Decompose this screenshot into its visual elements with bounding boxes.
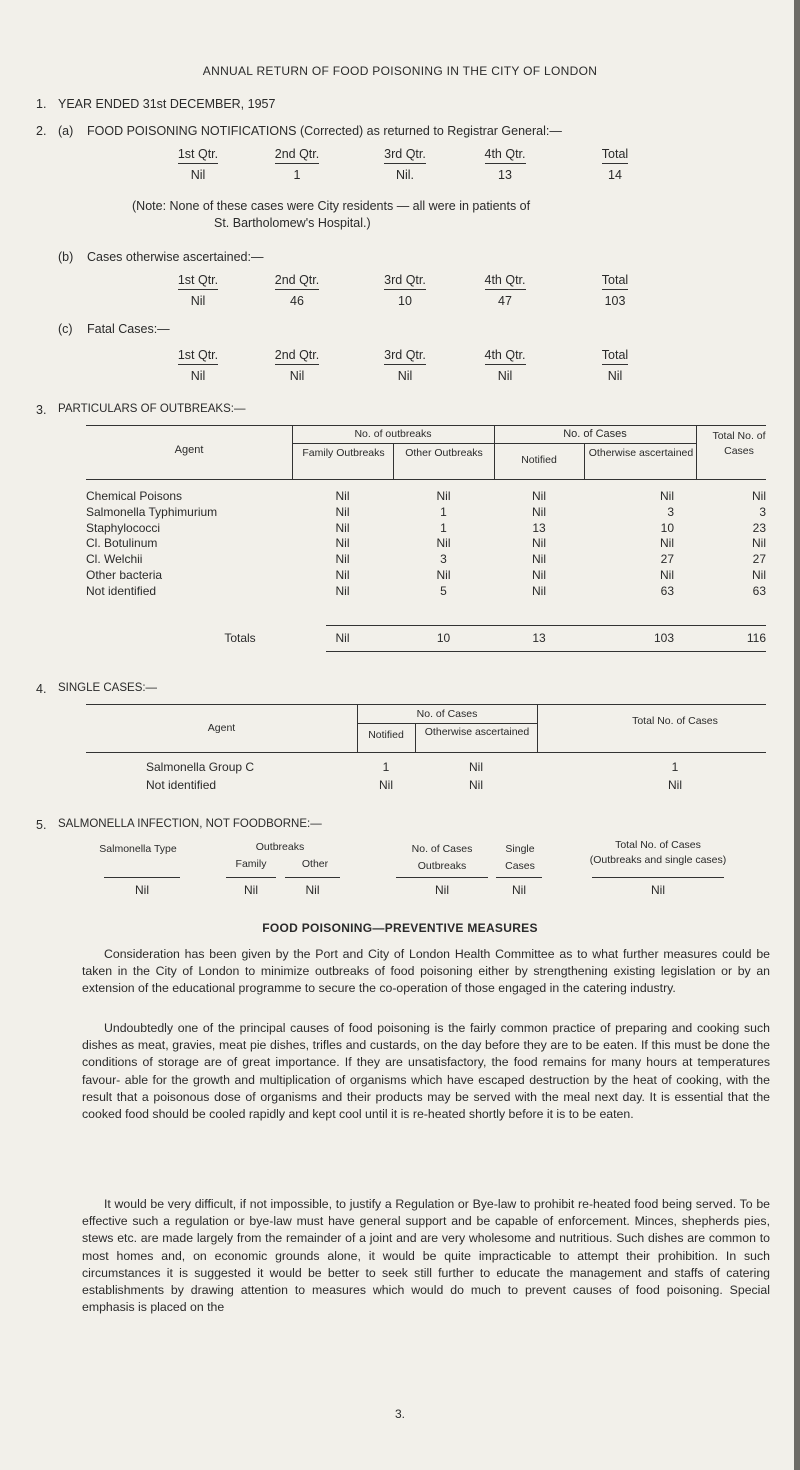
qb-header-2: 2nd Qtr. — [275, 273, 319, 290]
note-line-2: St. Bartholomew's Hospital.) — [214, 216, 371, 230]
t4-header-otherwise: Otherwise ascertained — [424, 726, 530, 738]
t3-cell-family: Nil — [335, 568, 350, 582]
t3-cell-otherwise: Nil — [660, 536, 674, 551]
page-title: ANNUAL RETURN OF FOOD POISONING IN THE CITY OF LONDON — [202, 64, 598, 78]
page-number: 3. — [394, 1407, 405, 1421]
t3-cell-total: 23 — [752, 520, 766, 535]
t5-header-total: Total No. of Cases (Outbreaks and single cases) — [589, 839, 727, 866]
qa-header-1: 1st Qtr. — [178, 147, 218, 164]
section-2b-label: (b) — [58, 250, 74, 264]
qa-header-3: 3rd Qtr. — [384, 147, 426, 164]
t3-cell-total: Nil — [752, 536, 766, 551]
t3-total-notified: 13 — [532, 631, 546, 645]
t5-value-family: Nil — [244, 883, 258, 897]
qc-value-3: Nil — [397, 369, 413, 383]
section-3-number: 3. — [36, 403, 47, 417]
t5-value-cases-outbreaks: Nil — [435, 883, 449, 897]
qb-header-4: 4th Qtr. — [485, 273, 526, 290]
qa-value-1: Nil — [190, 168, 206, 182]
qc-header-4: 4th Qtr. — [485, 348, 526, 365]
qc-header-1: 1st Qtr. — [178, 348, 218, 365]
qb-value-1: Nil — [190, 294, 206, 308]
t3-cell-agent: Salmonella Typhimurium — [86, 504, 218, 519]
paragraph-3 — [82, 1196, 770, 1316]
qc-header-2: 2nd Qtr. — [275, 348, 319, 365]
t4-header-notified: Notified — [368, 729, 404, 741]
t3-cell-other: 1 — [440, 520, 447, 535]
section-4-number: 4. — [36, 682, 47, 696]
qc-value-total: Nil — [607, 369, 623, 383]
qb-header-3: 3rd Qtr. — [384, 273, 426, 290]
t3-totals-label: Totals — [224, 631, 256, 645]
t4-header-cases: No. of Cases — [416, 708, 478, 720]
qb-value-total: 103 — [604, 294, 626, 308]
qc-header-total: Total — [602, 348, 628, 365]
t3-cell-total: 3 — [759, 504, 766, 519]
t3-cell-family: Nil — [335, 489, 350, 503]
t4-cell-total: Nil — [668, 778, 682, 792]
t4-cell-total: 1 — [671, 760, 679, 774]
t3-cell-notified: Nil — [532, 504, 546, 519]
t3-cell-other: 5 — [440, 583, 447, 598]
t3-header-other: Other Outbreaks — [405, 447, 483, 459]
paragraph-2 — [82, 1020, 770, 1123]
section-3-title: PARTICULARS OF OUTBREAKS:— — [58, 403, 246, 415]
t3-header-otherwise: Otherwise ascertained — [588, 447, 694, 459]
paragraph-1-text: Consideration has been given by the Port and City of London Health Committee as to what further measures could be taken in the City of London to minimize outbreaks of food poisoning either by strengthening existing legislation or by an extension of the educational programme to secure the co-operation of those engaged in the catering industry. — [82, 947, 770, 996]
t3-header-family: Family Outbreaks — [302, 447, 385, 459]
t3-cell-other: Nil — [436, 568, 451, 582]
t5-value-type: Nil — [135, 883, 149, 897]
t3-cell-notified: Nil — [532, 489, 546, 503]
qb-value-2: 46 — [290, 294, 304, 308]
qa-value-3: Nil. — [395, 168, 415, 182]
t3-cell-family: Nil — [335, 583, 350, 598]
t3-cell-otherwise: Nil — [660, 568, 674, 582]
t3-cell-total: 63 — [752, 583, 766, 598]
t3-cell-agent: Chemical Poisons — [86, 489, 183, 503]
t3-cell-notified: Nil — [532, 568, 546, 582]
note-line-1: (Note: None of these cases were City residents — all were in patients of — [132, 199, 531, 213]
section-1-number: 1. — [36, 97, 47, 111]
t4-cell-agent: Not identified — [146, 778, 217, 792]
paragraph-1 — [82, 946, 770, 998]
t3-cell-other: 1 — [440, 504, 447, 519]
t4-header-agent: Agent — [207, 722, 236, 734]
section-5-number: 5. — [36, 818, 47, 832]
qa-header-2: 2nd Qtr. — [275, 147, 319, 164]
t5-value-other: Nil — [305, 883, 320, 897]
qa-value-4: 13 — [498, 168, 512, 182]
t3-header-cases: No. of Cases — [563, 428, 627, 440]
t3-cell-notified: Nil — [532, 583, 546, 598]
t5-header-single: Single Cases — [505, 843, 535, 872]
t3-cell-notified: Nil — [532, 552, 546, 567]
t5-value-single: Nil — [512, 883, 526, 897]
qc-header-3: 3rd Qtr. — [384, 348, 426, 365]
t3-total-otherwise: 103 — [653, 631, 674, 645]
t3-header-notified: Notified — [521, 454, 557, 466]
t3-cell-agent: Cl. Botulinum — [86, 536, 158, 551]
t3-cell-agent: Staphylococci — [86, 520, 161, 535]
qb-header-1: 1st Qtr. — [178, 273, 218, 290]
t3-cell-total: Nil — [752, 568, 766, 582]
t3-cell-agent: Other bacteria — [86, 568, 163, 582]
preventive-measures-heading: FOOD POISONING—PREVENTIVE MEASURES — [262, 921, 538, 935]
paragraph-3-text: It would be very difficult, if not impossible, to justify a Regulation or Bye-law to prohibit re-heated food being served. To be effective such a regulation or bye-law must have general support and be capable of enforcement. Minces, shepherds pies, stews etc. are made largely from the remainder of a joint and are very wholesome and nutritious. Such dishes are common to most homes and, on economic grounds alone, it would be quite impracticable to attempt their prohibition. In such circumstances it is suggested it would be better to seek still further to educate the management and staffs of catering establishments by drawing attention to measures which would do much to prevent causes of food poisoning. Special emphasis is placed on the — [82, 1197, 770, 1315]
t3-cell-family: Nil — [335, 504, 350, 519]
t3-cell-notified: 13 — [532, 520, 546, 535]
t3-cell-other: Nil — [436, 536, 451, 551]
section-2a-label: (a) — [58, 124, 74, 138]
qc-value-4: Nil — [497, 369, 513, 383]
paragraph-2-text: Undoubtedly one of the principal causes of food poisoning is the fairly common practice of preparing and cooking such dishes as meat, gravies, meat pie dishes, trifles and custards, on the day before they are to be eaten. If this must be done the conditions of storage are of great importance. If they are unsatisfactory, the food remains for many hours at temperatures favour- able for the growth and multiplication of organisms which have escaped destruction by the heat of cooking, with the result that a poisonous dose of organisms and their products may be served with the meal next day. It is essential that the cooked food should be cooled rapidly and kept cool until it is re-heated shortly before it is to be eaten. — [82, 1021, 770, 1122]
section-2-number: 2. — [36, 124, 47, 138]
qc-value-1: Nil — [190, 369, 206, 383]
t3-cell-family: Nil — [335, 520, 350, 535]
t3-cell-otherwise: Nil — [660, 489, 674, 503]
t3-total-other: 10 — [436, 631, 451, 645]
qb-value-4: 47 — [498, 294, 512, 308]
page-edge-shadow — [794, 0, 800, 1470]
qa-value-total: 14 — [608, 168, 622, 182]
t3-cell-other: 3 — [440, 552, 447, 567]
t4-cell-otherwise: Nil — [469, 760, 483, 774]
t3-cell-otherwise: 3 — [667, 504, 674, 519]
section-1-text: YEAR ENDED 31st DECEMBER, 1957 — [58, 97, 276, 111]
t3-cell-other: Nil — [436, 489, 451, 503]
t5-header-outbreaks: Outbreaks — [255, 841, 305, 853]
t4-cell-notified: Nil — [379, 778, 393, 792]
t5-header-family: Family — [235, 858, 267, 870]
t4-header-total: Total No. of Cases — [632, 715, 718, 727]
qb-value-3: 10 — [398, 294, 412, 308]
t3-cell-family: Nil — [335, 552, 350, 567]
t3-cell-notified: Nil — [532, 536, 546, 551]
t5-header-cases-outbreaks: No. of Cases Outbreaks — [411, 843, 473, 872]
t5-header-other: Other — [301, 858, 329, 870]
section-2c-text: Fatal Cases:— — [87, 322, 170, 336]
qb-header-total: Total — [602, 273, 628, 290]
t5-value-total: Nil — [651, 883, 665, 897]
qa-header-total: Total — [602, 147, 628, 164]
section-2b-text: Cases otherwise ascertained:— — [87, 250, 264, 264]
t5-header-type: Salmonella Type — [99, 843, 177, 855]
t3-cell-otherwise: 10 — [660, 520, 674, 535]
t3-cell-otherwise: 63 — [660, 583, 674, 598]
t4-cell-otherwise: Nil — [469, 778, 483, 792]
t3-cell-total: 27 — [752, 552, 766, 567]
section-5-title: SALMONELLA INFECTION, NOT FOODBORNE:— — [58, 818, 322, 830]
qa-header-4: 4th Qtr. — [485, 147, 526, 164]
t4-cell-notified: 1 — [382, 760, 390, 774]
qc-value-2: Nil — [289, 369, 305, 383]
section-2a-text: FOOD POISONING NOTIFICATIONS (Corrected) as returned to Registrar General:— — [87, 124, 562, 138]
t4-cell-agent: Salmonella Group C — [146, 760, 255, 774]
t3-total-total: 116 — [746, 631, 766, 645]
section-4-title: SINGLE CASES:— — [58, 682, 158, 694]
t3-cell-otherwise: 27 — [660, 552, 674, 567]
t3-total-family: Nil — [335, 631, 350, 645]
t3-header-outbreaks: No. of outbreaks — [354, 428, 432, 440]
t3-cell-total: Nil — [752, 489, 766, 503]
t3-cell-agent: Not identified — [86, 583, 157, 598]
section-2c-label: (c) — [58, 322, 73, 336]
t3-cell-agent: Cl. Welchii — [86, 552, 143, 567]
t3-cell-family: Nil — [335, 536, 350, 551]
t3-header-agent: Agent — [174, 444, 204, 456]
qa-value-2: 1 — [293, 168, 301, 182]
t3-header-total: Total No. of Cases — [712, 430, 766, 457]
